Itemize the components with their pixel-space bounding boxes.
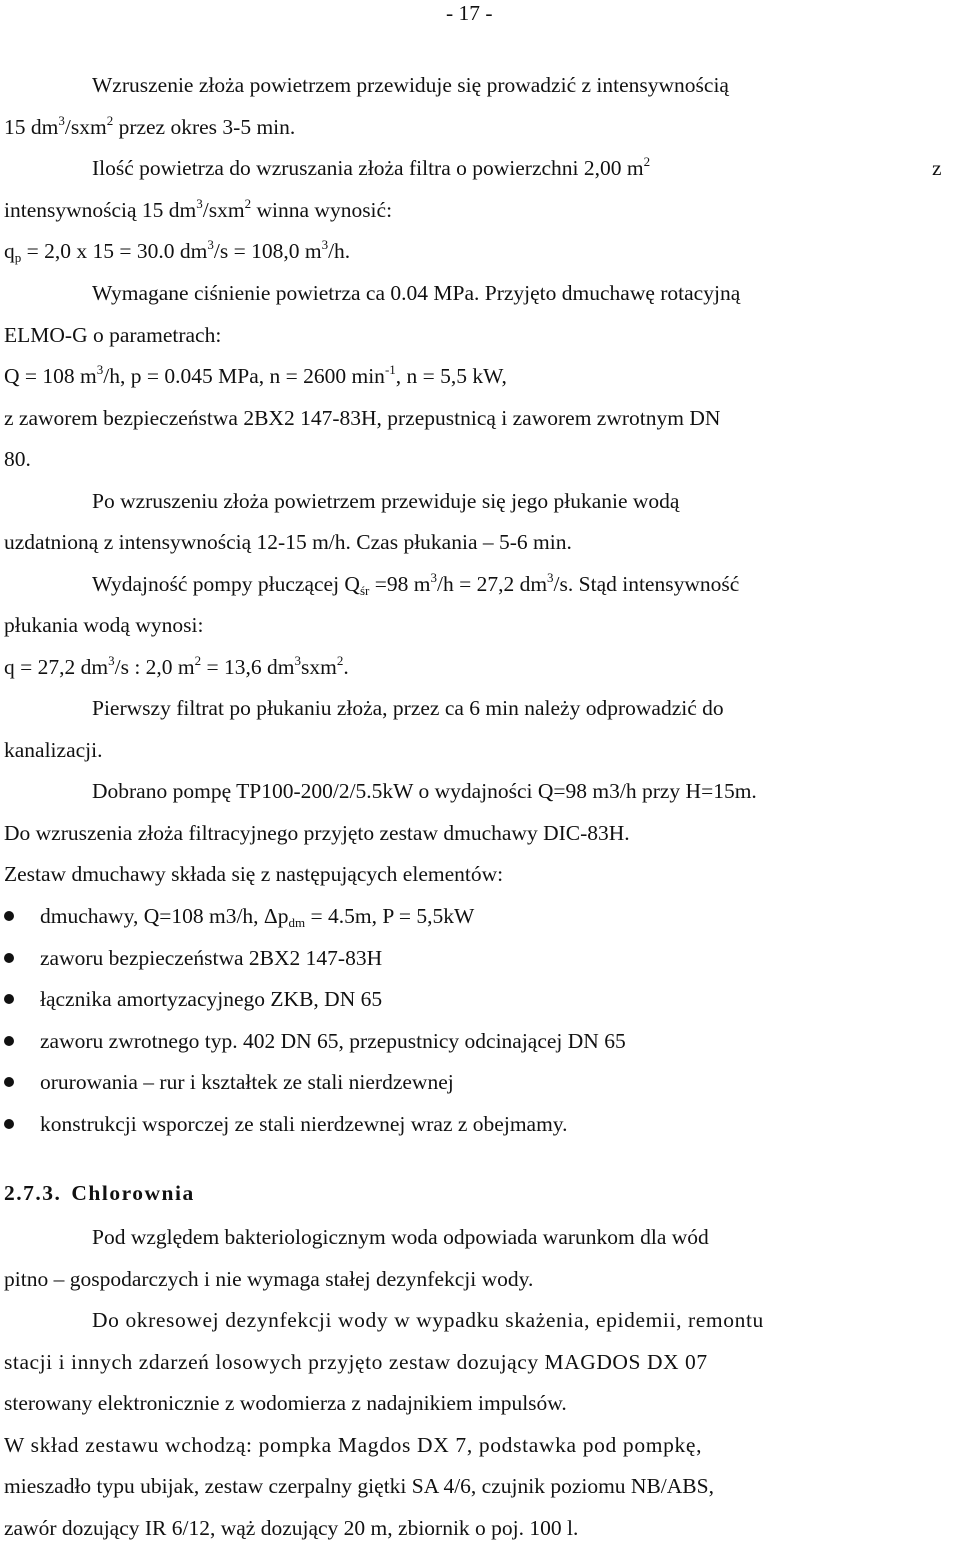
text-line: pitno – gospodarczych i nie wymaga stałej dezynfekcji wody. [4, 1267, 534, 1291]
formula-line: q = 27,2 $dm^3/s$ : 2,0 $m^2 = 13,6$ $dm^3sxm^2$. [4, 653, 349, 679]
text-line: Zestaw dmuchawy składa się z następujących elementów: [4, 862, 504, 886]
text-line: mieszadło typu ubijak, zestaw czerpalny giętki SA 4/6, czujnik poziomu NB/ABS, [4, 1474, 714, 1498]
bullet-icon [4, 911, 14, 921]
text-line: W skład zestawu wchodzą: pompka Magdos DX 7, podstawka pod pompkę, [4, 1433, 703, 1457]
bullet-icon [4, 1036, 14, 1046]
list-item: orurowania – rur i kształtek ze stali nierdzewnej [40, 1070, 454, 1094]
text-line: Po wzruszeniu złoża powietrzem przewiduje się jego płukanie wodą [92, 489, 680, 513]
text-line: 80. [4, 447, 31, 471]
text-line: sterowany elektronicznie z wodomierza z nadajnikiem impulsów. [4, 1391, 567, 1415]
list-item: zaworu bezpieczeństwa 2BX2 147-83H [40, 946, 383, 970]
text-line: z zaworem bezpieczeństwa 2BX2 147-83H, przepustnicą i zaworem zwrotnym DN [4, 406, 721, 430]
text-line: Wydajność pompy płuczącej $Q_{śr} =98$ $m^3/h = 27,2$ $dm^3/s$. Stąd intensywność [92, 570, 740, 598]
bullet-icon [4, 953, 14, 963]
text-line: Pod względem bakteriologicznym woda odpowiada warunkom dla wód [92, 1225, 709, 1249]
list-item: zaworu zwrotnego typ. 402 DN 65, przepustnicy odcinającej DN 65 [40, 1029, 626, 1053]
text-line: zawór dozujący IR 6/12, wąż dozujący 20 m, zbiornik o poj. 100 l. [4, 1516, 579, 1540]
bullet-icon [4, 1077, 14, 1087]
text-line: kanalizacji. [4, 738, 103, 762]
text-line: 15 $dm^3/sxm^2$ przez okres 3-5 min. [4, 113, 296, 139]
text-line: Ilość powietrza do wzruszania złoża filtra o powierzchni 2,00 $m^2$ [92, 154, 651, 180]
page-number: - 17 - [446, 1, 493, 25]
section-heading [4, 1180, 195, 1206]
section-title: Chlorownia [71, 1181, 195, 1205]
section-number: 2.7.3. [4, 1181, 62, 1205]
bullet-icon [4, 1119, 14, 1129]
text-line: intensywnością 15 $dm^3/sxm^2$ winna wynosić: [4, 196, 393, 222]
text-line: ELMO-G o parametrach: [4, 323, 222, 347]
bullet-icon [4, 994, 14, 1004]
formula-line: Q = 108 $m^3/h$, p = 0.045 MPa, n = 2600 $\min^{-1}$, n = 5,5 kW, [4, 362, 507, 388]
text-line: Do wzruszenia złoża filtracyjnego przyjęto zestaw dmuchawy DIC-83H. [4, 821, 630, 845]
formula-line: $q_p = 2,0$ x 15 = 30.0 $dm^3/s = 108,0$ $m^3/h$. [4, 237, 351, 265]
list-item: konstrukcji wsporczej ze stali nierdzewnej wraz z obejmamy. [40, 1112, 568, 1136]
text-line: Dobrano pompę TP100-200/2/5.5kW o wydajności Q=98 m3/h przy H=15m. [92, 779, 757, 803]
text-line: uzdatnioną z intensywnością 12-15 m/h. Czas płukania – 5-6 min. [4, 530, 572, 554]
text-line: płukania wodą wynosi: [4, 613, 204, 637]
text-line: stacji i innych zdarzeń losowych przyjęto zestaw dozujący MAGDOS DX 07 [4, 1350, 708, 1374]
list-item: łącznika amortyzacyjnego ZKB, DN 65 [40, 987, 383, 1011]
text-line-end: z [932, 156, 942, 180]
text-line: Wzruszenie złoża powietrzem przewiduje się prowadzić z intensywnością [92, 73, 729, 97]
text-line: Wymagane ciśnienie powietrza ca 0.04 MPa. Przyjęto dmuchawę rotacyjną [92, 281, 741, 305]
list-item: dmuchawy, Q=108 m3/h, $\Delta p_{dm} = 4.5m$, P = 5,5kW [40, 904, 475, 930]
text-line: Pierwszy filtrat po płukaniu złoża, przez ca 6 min należy odprowadzić do [92, 696, 724, 720]
text-line: Do okresowej dezynfekcji wody w wypadku skażenia, epidemii, remontu [92, 1308, 764, 1332]
